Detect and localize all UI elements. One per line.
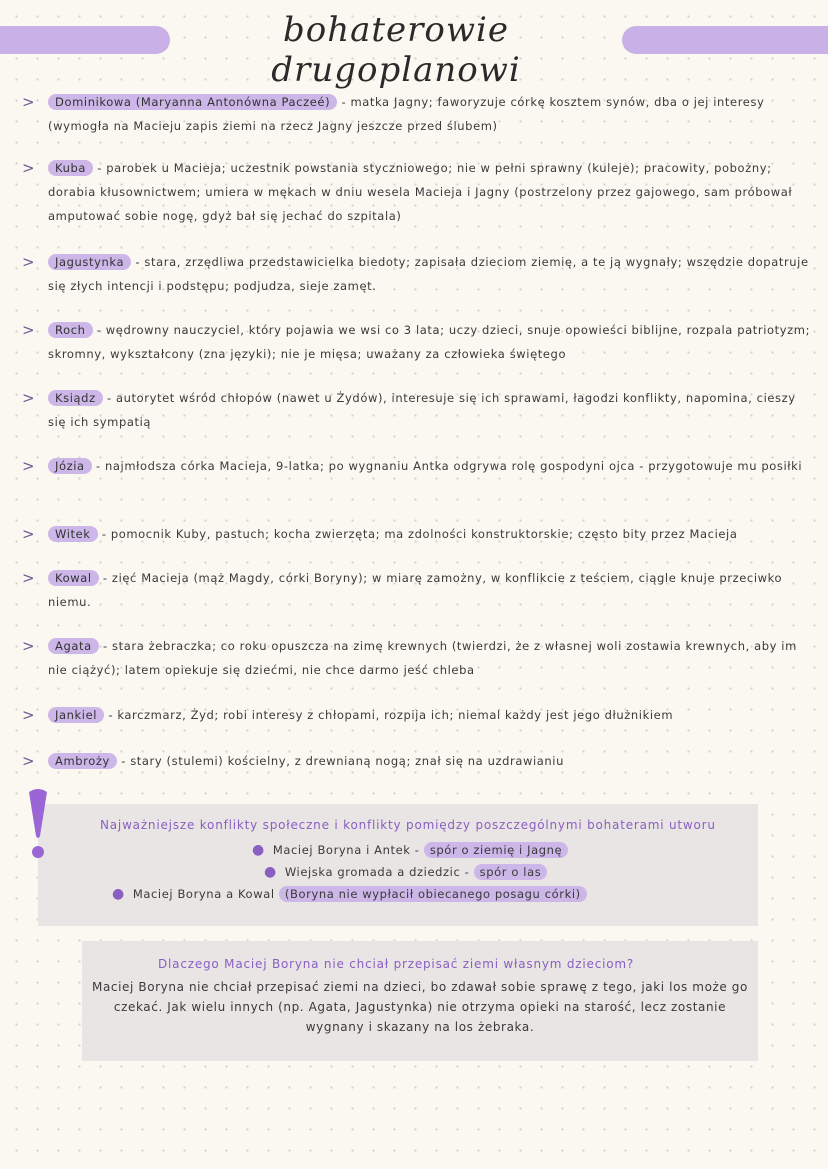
character-name: Kowal xyxy=(48,570,99,586)
page-title: bohaterowie drugoplanowi xyxy=(271,10,521,90)
character-description: - matka Jagny; faworyzuje córkę kosztem synów, dba o jej interesy (wymogła na Macieju zapis ziemi na rzecz Jagny jeszcze przed ślubem) xyxy=(48,95,765,133)
chevron-right-icon: > xyxy=(22,752,36,770)
chevron-right-icon: > xyxy=(22,637,36,655)
question-answer: Maciej Boryna nie chciał przepisać ziemi na dzieci, bo zdawał sobie sprawę z tego, jaki los może go czekać. Jak wielu innych (np. Agata, Jagustynka) nie otrzyma opieki na starość, lecz zostanie wygnany i skazany na los żebraka. xyxy=(92,980,748,1034)
character-name: Ksiądz xyxy=(48,390,103,406)
question-heading: Dlaczego Maciej Boryna nie chciał przepisać ziemi własnym dzieciom? xyxy=(158,957,635,971)
entry-agata xyxy=(22,634,812,682)
character-description: - najmłodsza córka Macieja, 9-latka; po wygnaniu Antka odgrywa rolę gospodyni ojca - przygotowuje mu posiłki xyxy=(95,459,803,473)
character-name: Józia xyxy=(48,458,92,474)
character-description: - stara, zrzędliwa przedstawicielka biedoty; zapisała dzieciom ziemię, a te ją wygnały; wszędzie dopatruje się złych intencji i podstępu; podjudza, sieje zamęt. xyxy=(48,255,809,293)
entry-jozia xyxy=(22,454,812,478)
character-name: Ambroży xyxy=(48,753,117,769)
entry-roch xyxy=(22,318,812,366)
character-name: Witek xyxy=(48,526,98,542)
conflict-highlight: spór o ziemię i Jagnę xyxy=(424,842,568,858)
entry-jankiel xyxy=(22,703,812,727)
title-banner xyxy=(0,10,828,90)
chevron-right-icon: > xyxy=(22,93,36,111)
entry-kuba xyxy=(22,156,812,228)
character-name: Dominikowa (Maryanna Antonówna Paczeé) xyxy=(48,94,337,110)
chevron-right-icon: > xyxy=(22,525,36,543)
character-description: - pomocnik Kuby, pastuch; kocha zwierzęta; ma zdolności konstruktorskie; często bity przez Macieja xyxy=(101,527,738,541)
conflict-item: ● Wiejska gromada a dziedzic - spór o las xyxy=(264,864,547,880)
chevron-right-icon: > xyxy=(22,253,36,271)
bullet-icon: ● xyxy=(264,864,277,880)
entry-kowal xyxy=(22,566,812,614)
character-description: - autorytet wśród chłopów (nawet u Żydów), interesuje się ich sprawami, łagodzi konflikty, napomina, cieszy się ich sympatią xyxy=(48,391,796,429)
chevron-right-icon: > xyxy=(22,457,36,475)
character-description: - zięć Macieja (mąż Magdy, córki Boryny); w miarę zamożny, w konflikcie z teściem, ciągle knuje przeciwko niemu. xyxy=(48,571,783,609)
conflict-highlight: spór o las xyxy=(474,864,548,880)
character-name: Roch xyxy=(48,322,93,338)
character-description: - karczmarz, Żyd; robi interesy z chłopami, rozpija ich; niemal każdy jest jego dłużnikiem xyxy=(108,708,674,722)
character-description: - parobek u Macieja; uczestnik powstania styczniowego; nie w pełni sprawny (kuleje); pracowity, pobożny; dorabia kłusownictwem; umiera w mękach w dniu wesela Macieja i Jagny (postrzelony przez gajowego, sam próbował amputować sobie nogę, gdyż bał się jechać do szpitala) xyxy=(48,161,793,223)
character-name: Agata xyxy=(48,638,99,654)
entry-witek xyxy=(22,522,812,546)
entry-ambrozy xyxy=(22,749,812,773)
conflict-item: ● Maciej Boryna i Antek - spór o ziemię i Jagnę xyxy=(252,842,568,858)
title-bar-left xyxy=(0,26,170,54)
character-description: - stary (stulemi) kościelny, z drewnianą nogą; znał się na uzdrawianiu xyxy=(121,754,564,768)
bullet-icon: ● xyxy=(252,842,265,858)
bullet-icon: ● xyxy=(112,886,125,902)
character-name: Jagustynka xyxy=(48,254,131,270)
entry-ksiadz xyxy=(22,386,812,434)
exclamation-icon xyxy=(26,786,50,866)
chevron-right-icon: > xyxy=(22,569,36,587)
conflict-item: ● Maciej Boryna a Kowal (Boryna nie wypłacił obiecanego posagu córki) xyxy=(112,886,587,902)
character-description: - stara żebraczka; co roku opuszcza na zimę krewnych (twierdzi, że z własnej woli zostawia krewnych, aby im nie ciążyć); latem opiekuje się dziećmi, nie chce darmo jeść chleba xyxy=(48,639,797,677)
title-bar-right xyxy=(622,26,828,54)
character-description: - wędrowny nauczyciel, który pojawia we wsi co 3 lata; uczy dzieci, snuje opowieści biblijne, rozpala patriotyzm; skromny, wykształcony (zna języki); nie je mięsa; uważany za człowieka świętego xyxy=(48,323,811,361)
character-name: Kuba xyxy=(48,160,93,176)
chevron-right-icon: > xyxy=(22,321,36,339)
conflicts-box xyxy=(38,804,758,926)
question-box xyxy=(82,941,758,1061)
chevron-right-icon: > xyxy=(22,706,36,724)
chevron-right-icon: > xyxy=(22,389,36,407)
character-name: Jankiel xyxy=(48,707,104,723)
entry-jagustynka xyxy=(22,250,812,298)
conflicts-heading: Najważniejsze konflikty społeczne i konflikty pomiędzy poszczególnymi bohaterami utworu xyxy=(100,818,716,832)
chevron-right-icon: > xyxy=(22,159,36,177)
conflict-highlight: (Boryna nie wypłacił obiecanego posagu córki) xyxy=(279,886,587,902)
entry-dominikowa xyxy=(22,90,812,138)
